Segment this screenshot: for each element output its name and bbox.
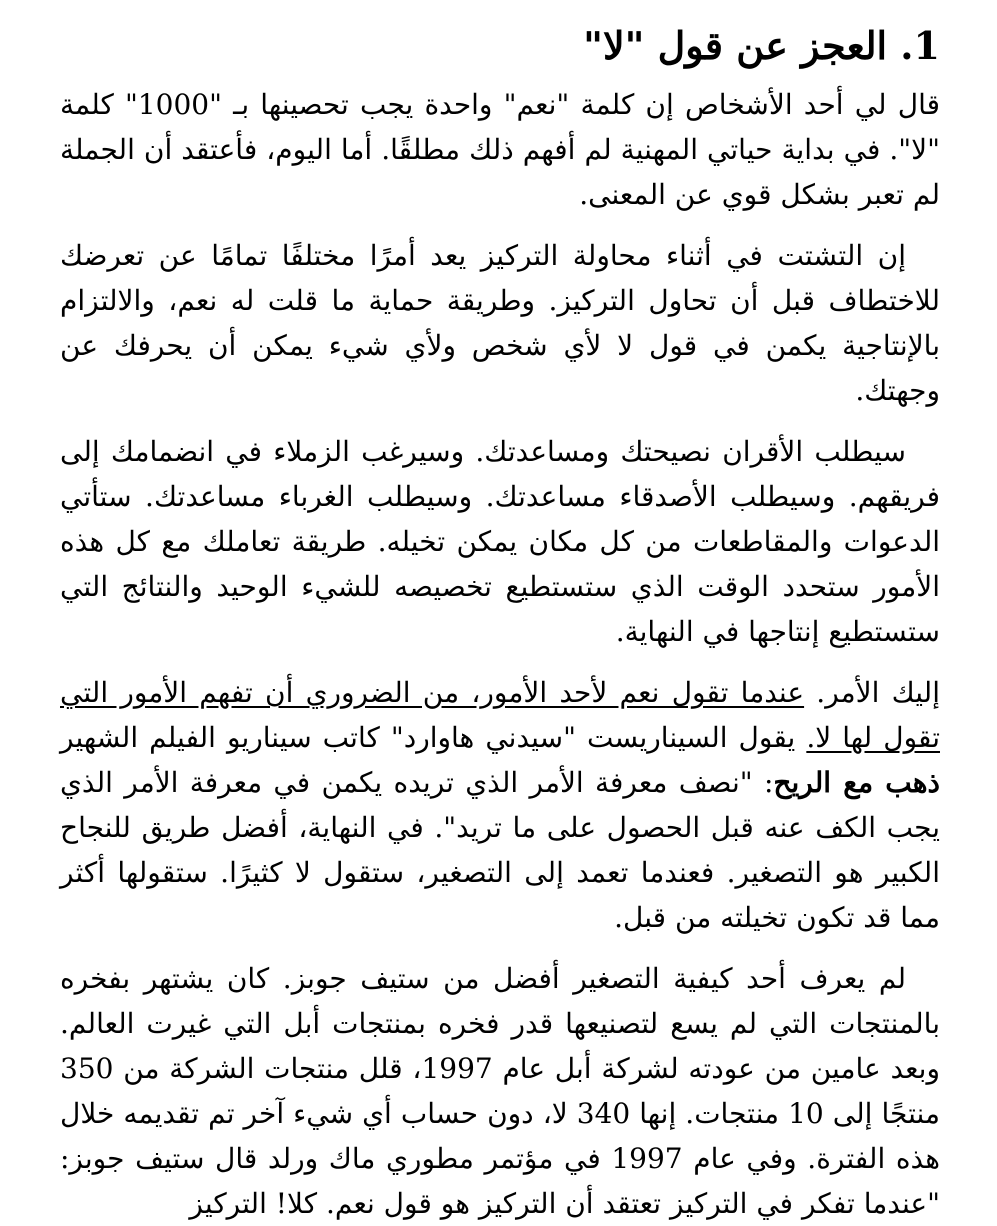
paragraph-4 xyxy=(60,670,940,940)
document-page xyxy=(60,14,941,1220)
paragraph-2: إن التشتت في أثناء محاولة التركيز يعد أمرًا مختلفًا تمامًا عن تعرضك للاختطاف قبل أن تحاول التركيز. وطريقة حماية ما قلت له نعم، والالتزام بالإنتاجية يكمن في قول لا لأي شخص ولأي شيء يمكن أن يحرفك عن وجهتك. xyxy=(60,239,940,407)
paragraph-3: سيطلب الأقران نصيحتك ومساعدتك. وسيرغب الزملاء في انضمامك إلى فريقهم. وسيطلب الأصدقاء مساعدتك. وسيطلب الغرباء مساعدتك. ستأتي الدعوات والمقاطعات من كل مكان يمكن تخيله. طريقة تعاملك مع كل هذه الأمور ستحدد الوقت الذي ستستطيع تخصيصه للشيء الوحيد والنتائج التي ستستطيع إنتاجها في النهاية. xyxy=(60,435,940,648)
page-title: 1. العجز عن قول "لا" xyxy=(583,23,940,68)
paragraph-4-rest: : "نصف معرفة الأمر الذي تريده يكمن في معرفة الأمر الذي يجب الكف عنه قبل الحصول على ما تريد". في النهاية، أفضل طريق للنجاح الكبير هو التصغير. فعندما تعمد إلى التصغير، ستقول لا كثيرًا. ستقولها أكثر مما قد تكون تخيلته من قبل. xyxy=(60,766,940,934)
film-title: ذهب مع الريح xyxy=(773,766,940,799)
paragraph-5: لم يعرف أحد كيفية التصغير أفضل من ستيف جوبز. كان يشتهر بفخره بالمنتجات التي لم يسع لتصنيعها قدر فخره بمنتجات أبل التي غيرت العالم. وبعد عامين من عودته لشركة أبل عام 1997، قلل منتجات الشركة من 350 منتجًا إلى 10 منتجات. إنها 340 لا، دون حساب أي شيء آخر تم تقديمه خلال هذه الفترة. وفي عام 1997 في مؤتمر مطوري ماك ورلد قال ستيف جوبز: "عندما تفكر في التركيز تعتقد أن التركيز هو قول نعم. كلا! التركيز xyxy=(60,962,940,1220)
underlined-key-sentence: عندما تقول نعم لأحد الأمور، من الضروري أن تفهم الأمور التي تقول لها لا. xyxy=(60,676,940,754)
paragraph-4-intro: إليك الأمر. xyxy=(804,676,940,709)
paragraph-1: قال لي أحد الأشخاص إن كلمة "نعم" واحدة يجب تحصينها بـ "1000" كلمة "لا". في بداية حياتي المهنية لم أفهم ذلك مطلقًا. أما اليوم، فأعتقد أن الجملة لم تعبر بشكل قوي عن المعنى. xyxy=(60,88,941,211)
paragraph-4-mid: يقول السيناريست "سيدني هاوارد" كاتب سيناريو الفيلم الشهير xyxy=(60,721,807,754)
